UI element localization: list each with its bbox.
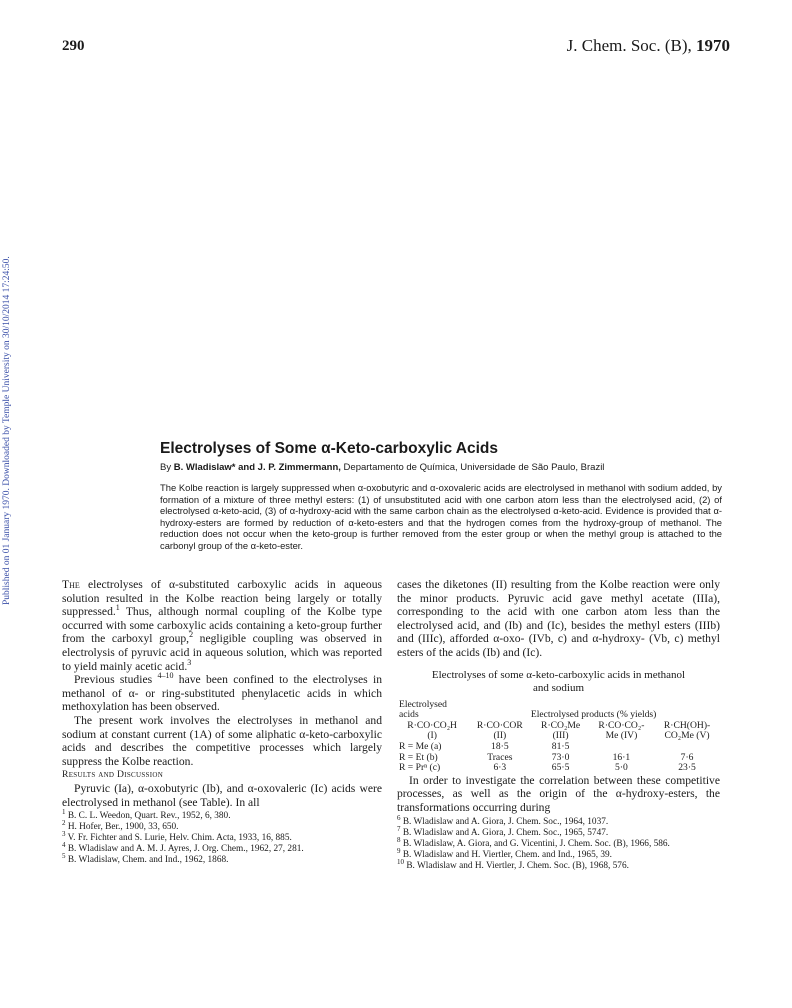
ref-text: B. C. L. Weedon, Quart. Rev., 1952, 6, 380. (65, 811, 231, 822)
journal-year: 1970 (696, 36, 730, 55)
ref-text: B. Wladislaw and H. Viertler, Chem. and Ind., 1965, 39. (400, 849, 612, 860)
cell-v (654, 742, 720, 753)
ref-text: B. Wladislaw, Chem. and Ind., 1962, 1868. (65, 855, 229, 866)
reference-item (62, 841, 382, 855)
col-header-l2: CO₂Me (V) (664, 730, 710, 742)
results-paragraph: Pyruvic (Ia), α-oxobutyric (Ib), and α-oxovaleric (Ic) acids were electrolysed in methanol (see Table). In all (62, 781, 382, 809)
ref-number: 7 (397, 824, 401, 833)
previous-studies-paragraph (62, 673, 382, 714)
ref-number: 1 (62, 808, 66, 816)
ref-mark: 4–10 (157, 671, 174, 681)
article-title: Electrolyses of Some α-Keto-carboxylic Acids (160, 440, 499, 457)
reference-item (397, 857, 720, 872)
cell-iii: 65·5 (551, 762, 570, 774)
right-column (397, 578, 720, 872)
col-header (589, 721, 654, 742)
cell-v: 7·6 (680, 751, 694, 763)
cell-v: 23·5 (678, 762, 696, 774)
col-header-l1: R·CH(OH)- (663, 719, 711, 731)
journal-name: J. Chem. Soc. (B), (566, 36, 696, 55)
table-head-acids (397, 700, 467, 721)
authors: B. Wladislaw* and J. P. Zimmermann, (173, 462, 341, 473)
table-caption-line2: and sodium (532, 681, 585, 694)
footnotes-left (62, 808, 382, 866)
reference-item (397, 835, 720, 850)
reference-item (62, 830, 382, 844)
ref-number: 9 (397, 846, 401, 855)
present-work-paragraph: The present work involves the electrolyses in methanol and sodium at constant current (1A) of some aliphatic α-keto-carboxylic acids and describes the competitive processes which largely suppress the Kolbe reaction. (62, 713, 382, 768)
reference-item (62, 852, 382, 866)
ref-mark: 2 (189, 630, 194, 640)
cell-acid: R = Me (a) (399, 740, 442, 752)
col-header (467, 721, 532, 742)
abstract: The Kolbe reaction is largely suppressed when α-oxobutyric and α-oxovaleric acids are electrolysed in methanol with sodium added, by formation of a mixture of three methyl esters: (1) of unsubstituted acid with one carbon atom less than the electrolysed acid, (2) of electrolysed α-keto-acid, (3) of α-hydroxy-acid with the same carbon chain as the electrolysed α-keto-acid. Evidence is provided that α-hydroxy-esters are formed by reduction of α-keto-esters and that the hydrogen comes from the hydroxy-group of methanol. The reduction does not occur when the keto-group is further removed from the ester group or when the methyl group is attached to the carbonyl group of the α-keto-ester. (160, 482, 722, 551)
ref-number: 8 (397, 835, 401, 844)
ref-text: B. Wladislaw, A. Giora, and G. Vicentini, J. Chem. Soc. (B), 1966, 586. (400, 838, 670, 849)
cell-iii: 81·5 (551, 740, 570, 752)
cell-ii: 6·3 (493, 762, 507, 774)
cell-ii: Traces (487, 751, 513, 763)
ref-number: 10 (397, 857, 404, 866)
col-header (654, 721, 720, 742)
cell-iv: 16·1 (612, 751, 631, 763)
table-head-products: Electrolysed products (% yields) (530, 709, 657, 721)
download-notice (2, 215, 16, 605)
ref-text: B. Wladislaw and H. Viertler, J. Chem. Soc. (B), 1968, 576. (404, 860, 629, 871)
correlation-paragraph: In order to investigate the correlation between these competitive processes, as well as the origin of the α-hydroxy-esters, the transformations occurring during (397, 773, 720, 814)
journal-header (567, 36, 730, 56)
col-header (397, 721, 467, 742)
results-table (397, 700, 720, 774)
reference-item (397, 813, 720, 828)
head-text: Electrolysed (399, 698, 447, 710)
cell-iv: 5·0 (615, 762, 628, 774)
col-header-l2: (II) (493, 730, 507, 742)
ref-number: 2 (62, 819, 66, 827)
table-caption (397, 669, 720, 695)
continuation-paragraph: cases the diketones (II) resulting from the Kolbe reaction were only the minor products. Pyruvic acid gave methyl acetate (IIIa), corresponding to the acid with one carbon atom less than the electrolysed acid, and (Ib) and (Ic), besides the methyl esters (IIIb) and (IIIc), afforded α-oxo- (IVb, c) and α-hydroxy- (Vb, c) methyl esters of the acids (Ib) and (Ic). (397, 578, 720, 659)
reference-item (62, 808, 382, 822)
byline (160, 462, 604, 473)
intro-text-b: Thus, although normal coupling of the Kolbe type occurred with some carboxylic acids containing a keto-group further from the carboxyl group, (62, 605, 382, 646)
table-subheader-row (397, 721, 720, 742)
intro-text-a: electrolyses of α-substituted carboxylic acids in aqueous solution resulted in the Kolbe reaction being largely or totally suppressed. (62, 578, 382, 619)
download-notice-text[interactable]: Published on 01 January 1970. Downloaded by Temple University on 30/10/2014 17:24:50. (2, 256, 12, 605)
table-header-row (397, 700, 720, 721)
footnotes-right (397, 813, 720, 872)
cell-iv (589, 742, 654, 753)
prev-text-a: Previous studies (74, 673, 158, 687)
ref-number: 4 (62, 841, 66, 849)
head-text: acids (399, 709, 419, 721)
cell-ii: 18·5 (491, 740, 509, 752)
cell-iii: 73·0 (551, 751, 570, 763)
col-header-l1: R·CO·COR (476, 719, 523, 731)
col-header-l1: R·CO·CO₂- (598, 719, 645, 731)
ref-text: B. Wladislaw and A. Giora, J. Chem. Soc., 1965, 5747. (400, 827, 609, 838)
cell-acid: R = Et (b) (399, 751, 438, 763)
cell-acid: R = Prⁿ (c) (399, 762, 441, 774)
affiliation: Departamento de Química, Universidade de São Paulo, Brazil (340, 462, 605, 473)
byline-prefix: By (160, 462, 174, 473)
col-header-l1: R·CO₂Me (541, 719, 581, 731)
ref-number: 3 (62, 830, 66, 838)
col-header-l2: (I) (427, 730, 437, 742)
reference-item (62, 819, 382, 833)
table-row (397, 742, 720, 753)
col-header-l2: Me (IV) (605, 730, 638, 742)
col-header-l1: R·CO·CO₂H (407, 719, 457, 731)
intro-text-c: negligible coupling was observed in electrolysis of pyruvic acid in aqueous solution, which was reported to yield mainly acetic acid. (62, 632, 382, 673)
ref-text: V. Fr. Fichter and S. Lurie, Helv. Chim. Acta, 1933, 16, 885. (65, 833, 292, 844)
col-header-l2: (III) (552, 730, 569, 742)
ref-mark: 1 (115, 603, 120, 613)
ref-number: 5 (62, 852, 66, 860)
left-column (62, 578, 382, 866)
prev-text-b: have been confined to the electrolyses in methanol of α- or ring-substituted phenylacetic acids in which methoxylation has been observed. (62, 673, 383, 714)
ref-text: B. Wladislaw and A. Giora, J. Chem. Soc., 1964, 1037. (400, 816, 609, 827)
col-header (532, 721, 588, 742)
reference-item (397, 846, 720, 861)
ref-text: H. Hofer, Ber., 1900, 33, 650. (65, 822, 179, 833)
ref-text: B. Wladislaw and A. M. J. Ayres, J. Org. Chem., 1962, 27, 281. (65, 844, 304, 855)
ref-mark: 3 (187, 657, 192, 667)
intro-lead: The (62, 578, 80, 591)
reference-item (397, 824, 720, 839)
intro-paragraph (62, 578, 382, 673)
table-row (397, 763, 720, 774)
page-number: 290 (62, 38, 85, 54)
section-heading: Results and Discussion (62, 769, 164, 781)
ref-number: 6 (397, 813, 401, 822)
table-caption-line1: Electrolyses of some α-keto-carboxylic acids in methanol (431, 668, 686, 681)
